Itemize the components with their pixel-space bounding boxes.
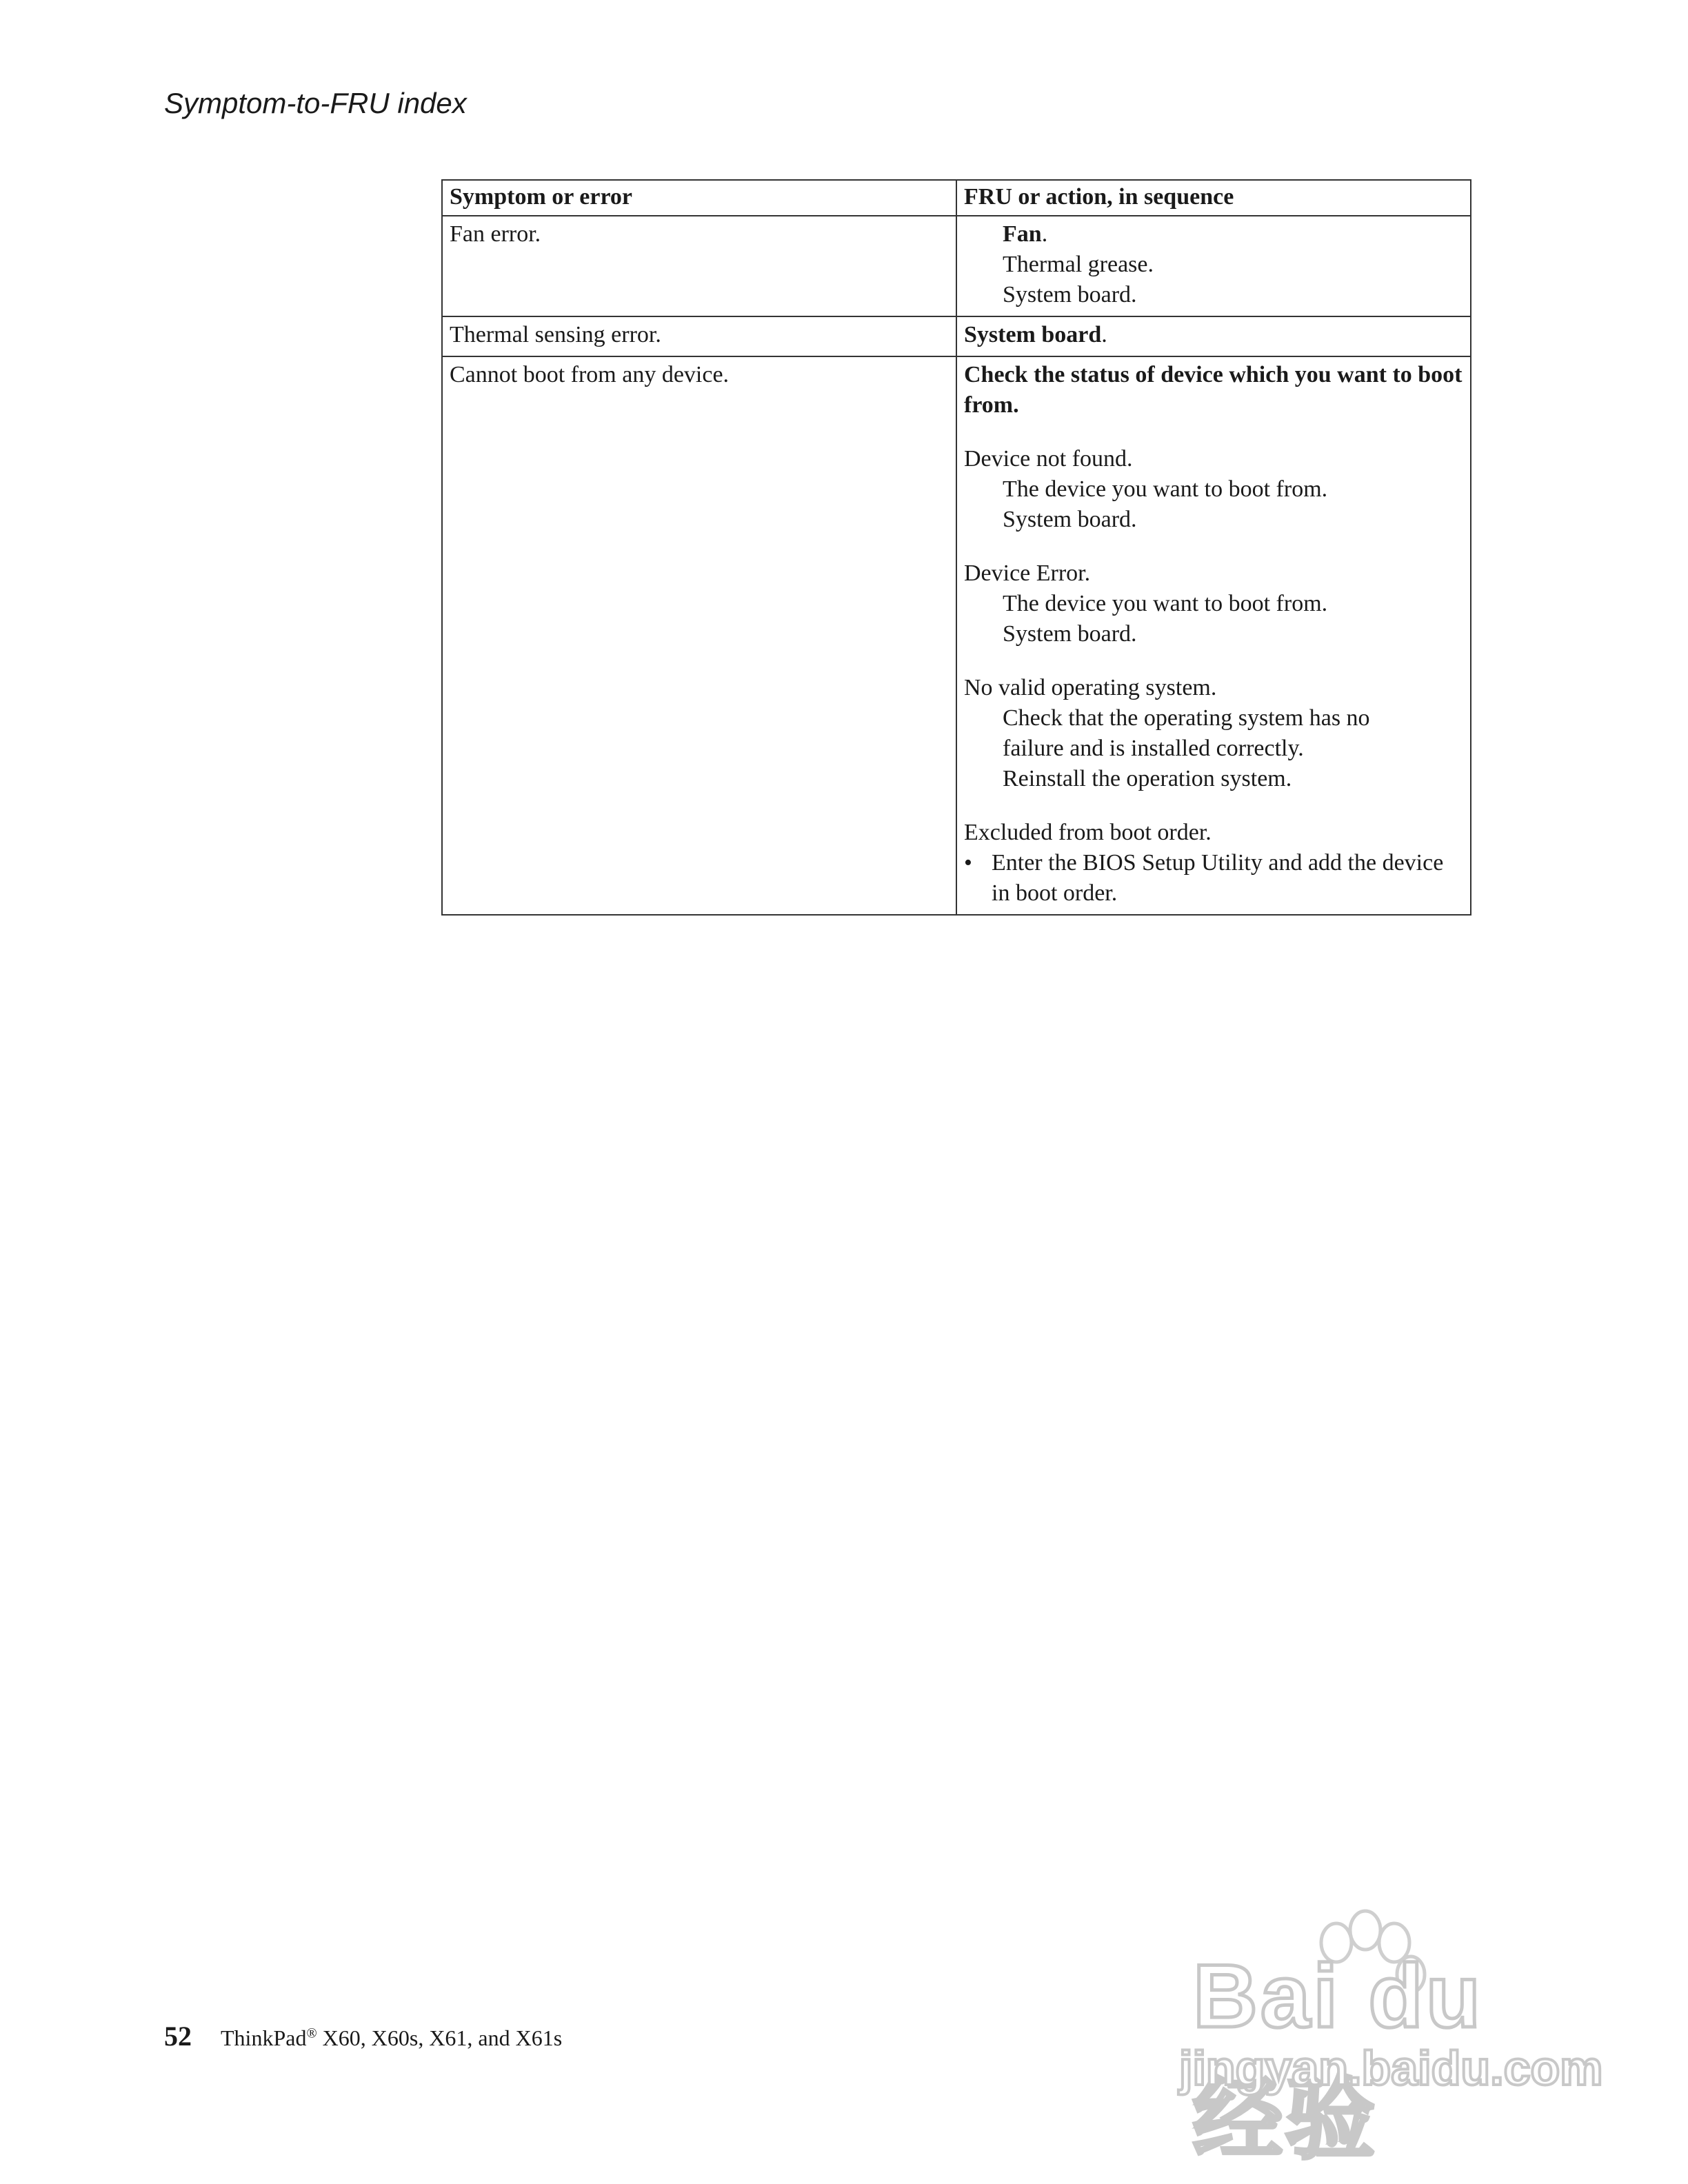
action-line: System board. — [1003, 621, 1137, 647]
bullet-icon: • — [964, 850, 972, 876]
action-bold: Fan — [1003, 221, 1042, 247]
table-row — [442, 316, 1471, 356]
running-header: Symptom-to-FRU index — [164, 87, 467, 119]
column-header-action: FRU or action, in sequence — [956, 180, 1471, 216]
footer-title — [221, 2025, 562, 2051]
action-group — [964, 360, 1465, 421]
action-group — [964, 558, 1465, 649]
action-line — [964, 219, 1465, 250]
action-cell — [956, 316, 1471, 356]
action-dot: . — [1041, 221, 1048, 247]
column-header-symptom: Symptom or error — [442, 180, 956, 216]
action-line: Check that the operating system has no — [1003, 705, 1370, 731]
action-bold: System board — [964, 322, 1102, 347]
action-subhead: Device not found. — [964, 446, 1133, 472]
action-group — [964, 673, 1465, 794]
action-line: Reinstall the operation system. — [1003, 766, 1292, 791]
symptom-fru-table — [441, 179, 1471, 916]
action-line: failure and is installed correctly. — [1003, 736, 1304, 761]
action-subhead: Excluded from boot order. — [964, 820, 1212, 845]
action-line: The device you want to boot from. — [1003, 476, 1328, 502]
watermark-url: jingyan.baidu.com — [1179, 2041, 1603, 2095]
action-dot: . — [1101, 322, 1107, 347]
action-bold: Check the status of device which you want to boot from. — [964, 362, 1463, 418]
action-group — [964, 444, 1465, 535]
action-subhead: No valid operating system. — [964, 675, 1217, 700]
page-footer — [164, 2020, 562, 2052]
table-row — [442, 356, 1471, 915]
registered-mark: ® — [306, 2025, 317, 2041]
page-number: 52 — [164, 2021, 192, 2052]
symptom-cell: Thermal sensing error. — [442, 316, 956, 356]
action-line: Thermal grease. — [1003, 252, 1154, 277]
action-subhead: Device Error. — [964, 560, 1091, 586]
baidu-watermark — [1179, 1903, 1603, 2170]
table-row — [442, 216, 1471, 316]
watermark-brand: Bai du 经验 — [1193, 1945, 1484, 2170]
action-line: System board. — [1003, 282, 1137, 307]
symptom-cell: Fan error. — [442, 216, 956, 316]
symptom-cell: Cannot boot from any device. — [442, 356, 956, 915]
action-cell — [956, 216, 1471, 316]
action-line: System board. — [1003, 507, 1137, 532]
action-cell — [956, 356, 1471, 915]
footer-models: X60, X60s, X61, and X61s — [316, 2025, 563, 2050]
table-header-row — [442, 180, 1471, 216]
bullet-text: Enter the BIOS Setup Utility and add the device in boot order. — [992, 850, 1444, 906]
footer-product: ThinkPad — [221, 2025, 307, 2050]
bullet-item — [964, 848, 1465, 909]
action-line: The device you want to boot from. — [1003, 591, 1328, 616]
action-group — [964, 818, 1465, 909]
